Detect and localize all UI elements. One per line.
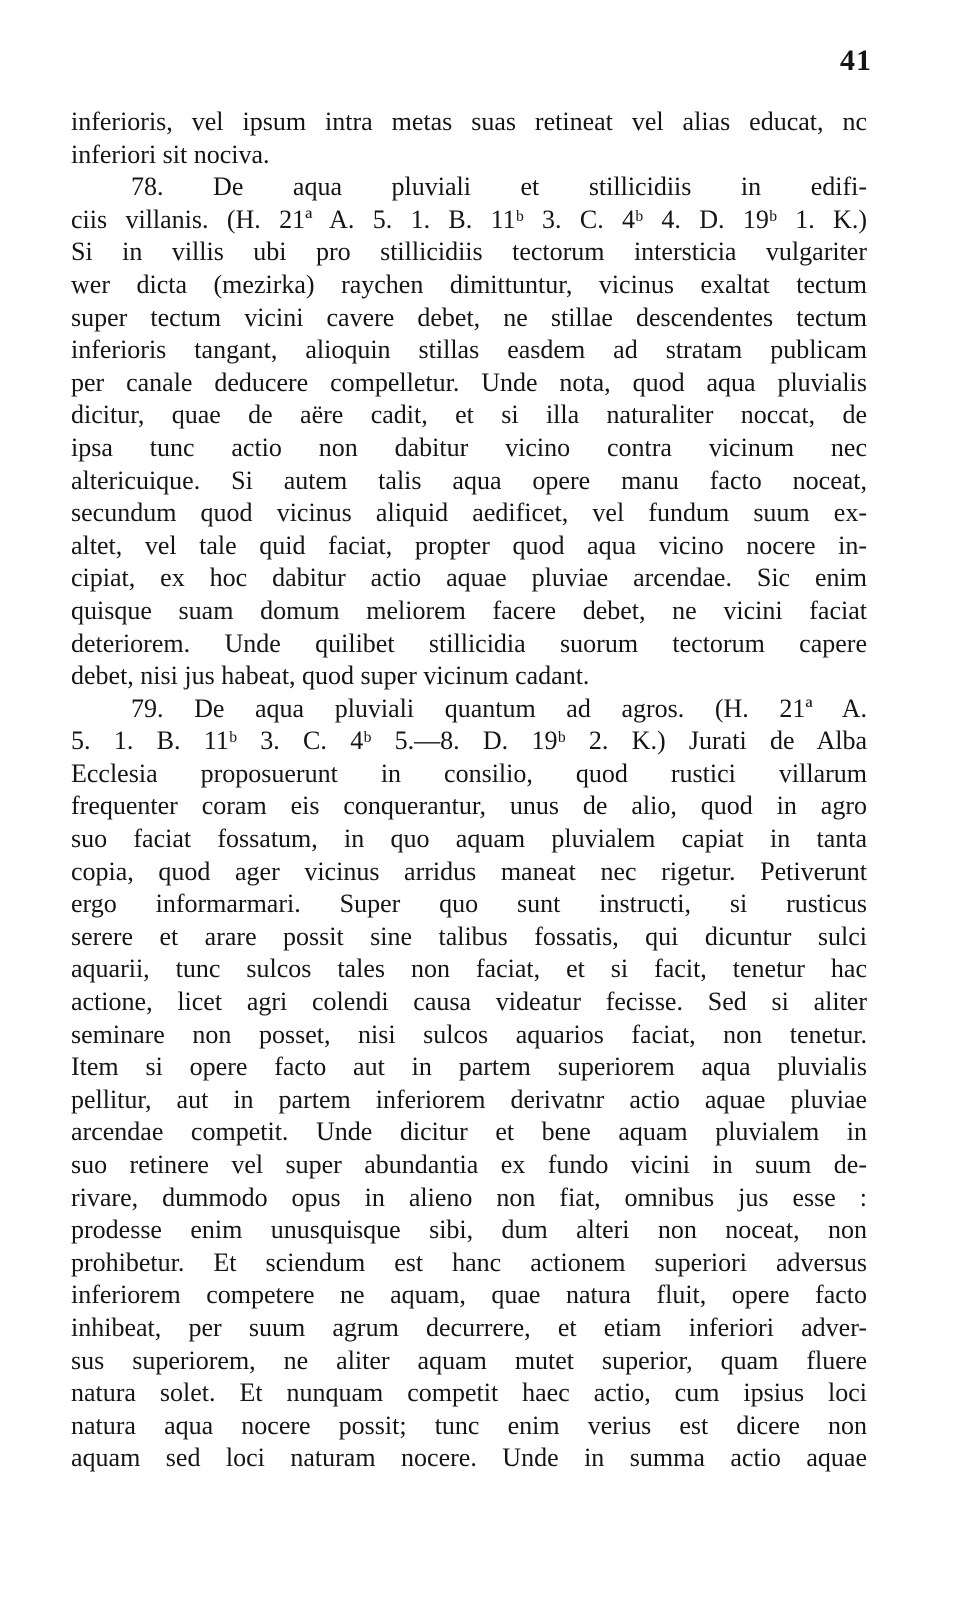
text-line: arcendae competit. Unde dicitur et bene aquam pluvialem in (71, 1117, 867, 1147)
text-line: natura solet. Et nunquam competit haec actio, cum ipsius loci (71, 1378, 867, 1408)
text-line: serere et arare possit sine talibus fossatis, qui dicuntur sulci (71, 921, 867, 951)
text-line: inferioris tangant, alioquin stillas easdem ad stratam publicam (71, 335, 867, 365)
page-number: 41 (840, 44, 872, 77)
text-line: suo faciat fossatum, in quo aquam pluvialem capiat in tanta (71, 824, 867, 854)
text-line: deteriorem. Unde quilibet stillicidia suorum tectorum capere (71, 628, 867, 658)
text-line: debet, nisi jus habeat, quod super vicinum cadant. (71, 661, 590, 691)
text-line: quisque suam domum meliorem facere debet, ne vicini faciat (71, 595, 867, 625)
text-line: rivare, dummodo opus in alieno non fiat, omnibus jus esse : (71, 1182, 867, 1212)
text-line: dicitur, quae de aëre cadit, et si illa naturaliter noccat, de (71, 400, 867, 430)
text-line: sus superiorem, ne aliter aquam mutet superior, quam fluere (71, 1345, 867, 1375)
text-line: actione, licet agri colendi causa videatur fecisse. Sed si aliter (71, 987, 867, 1017)
text-line: ergo informarmari. Super quo sunt instructi, si rusticus (71, 889, 867, 919)
text-line: altericuique. Si autem talis aqua opere manu facto noceat, (71, 465, 867, 495)
text-line: altet, vel tale quid faciat, propter quod aqua vicino nocere in- (71, 530, 867, 560)
text-line: inferiorem competere ne aquam, quae natura fluit, opere facto (71, 1280, 867, 1310)
text-line: prodesse enim unusquisque sibi, dum alteri non noceat, non (71, 1215, 867, 1245)
text-line: ipsa tunc actio non dabitur vicino contra vicinum nec (71, 432, 867, 462)
text-line: inferiori sit nociva. (71, 139, 270, 169)
text-line: copia, quod ager vicinus arridus maneat nec rigetur. Petiverunt (71, 856, 867, 886)
text-line: prohibetur. Et sciendum est hanc actionem superiori adversus (71, 1247, 867, 1277)
text-line: secundum quod vicinus aliquid aedificet, vel fundum suum ex- (71, 498, 867, 528)
text-line: 5. 1. B. 11ᵇ 3. C. 4ᵇ 5.—8. D. 19ᵇ 2. K.) Jurati de Alba (71, 726, 867, 756)
text-line: aquarii, tunc sulcos tales non faciat, et si facit, tenetur hac (71, 954, 867, 984)
body-text (71, 106, 867, 1475)
text-line: natura aqua nocere possit; tunc enim verius est dicere non (71, 1410, 867, 1440)
text-line: frequenter coram eis conquerantur, unus de alio, quod in agro (71, 791, 867, 821)
text-line: inhibeat, per suum agrum decurrere, et etiam inferiori adver- (71, 1312, 867, 1342)
text-line: Si in villis ubi pro stillicidiis tectorum intersticia vulgariter (71, 237, 867, 267)
text-line: per canale deducere compelletur. Unde nota, quod aqua pluvialis (71, 367, 867, 397)
text-line: Ecclesia proposuerunt in consilio, quod rustici villarum (71, 758, 867, 788)
text-line: wer dicta (mezirka) raychen dimittuntur, vicinus exaltat tectum (71, 269, 867, 299)
text-line: inferioris, vel ipsum intra metas suas retineat vel alias educat, nc (71, 107, 867, 136)
text-line: seminare non posset, nisi sulcos aquarios faciat, non tenetur. (71, 1019, 867, 1049)
text-line: pellitur, aut in partem inferiorem derivatnr actio aquae pluviae (71, 1084, 867, 1114)
text-line: cipiat, ex hoc dabitur actio aquae pluviae arcendae. Sic enim (71, 563, 867, 593)
text-line: super tectum vicini cavere debet, ne stillae descendentes tectum (71, 302, 867, 332)
text-line: ciis villanis. (H. 21ª A. 5. 1. B. 11ᵇ 3. C. 4ᵇ 4. D. 19ᵇ 1. K.) (71, 204, 867, 234)
text-line: aquam sed loci naturam nocere. Unde in summa actio aquae (71, 1443, 867, 1473)
text-line: Item si opere facto aut in partem superiorem aqua pluvialis (71, 1052, 867, 1082)
text-line: 78. De aqua pluviali et stillicidiis in edifi- (131, 172, 867, 202)
text-line: suo retinere vel super abundantia ex fundo vicini in suum de- (71, 1150, 867, 1179)
text-line: 79. De aqua pluviali quantum ad agros. (H. 21ª A. (131, 693, 867, 723)
